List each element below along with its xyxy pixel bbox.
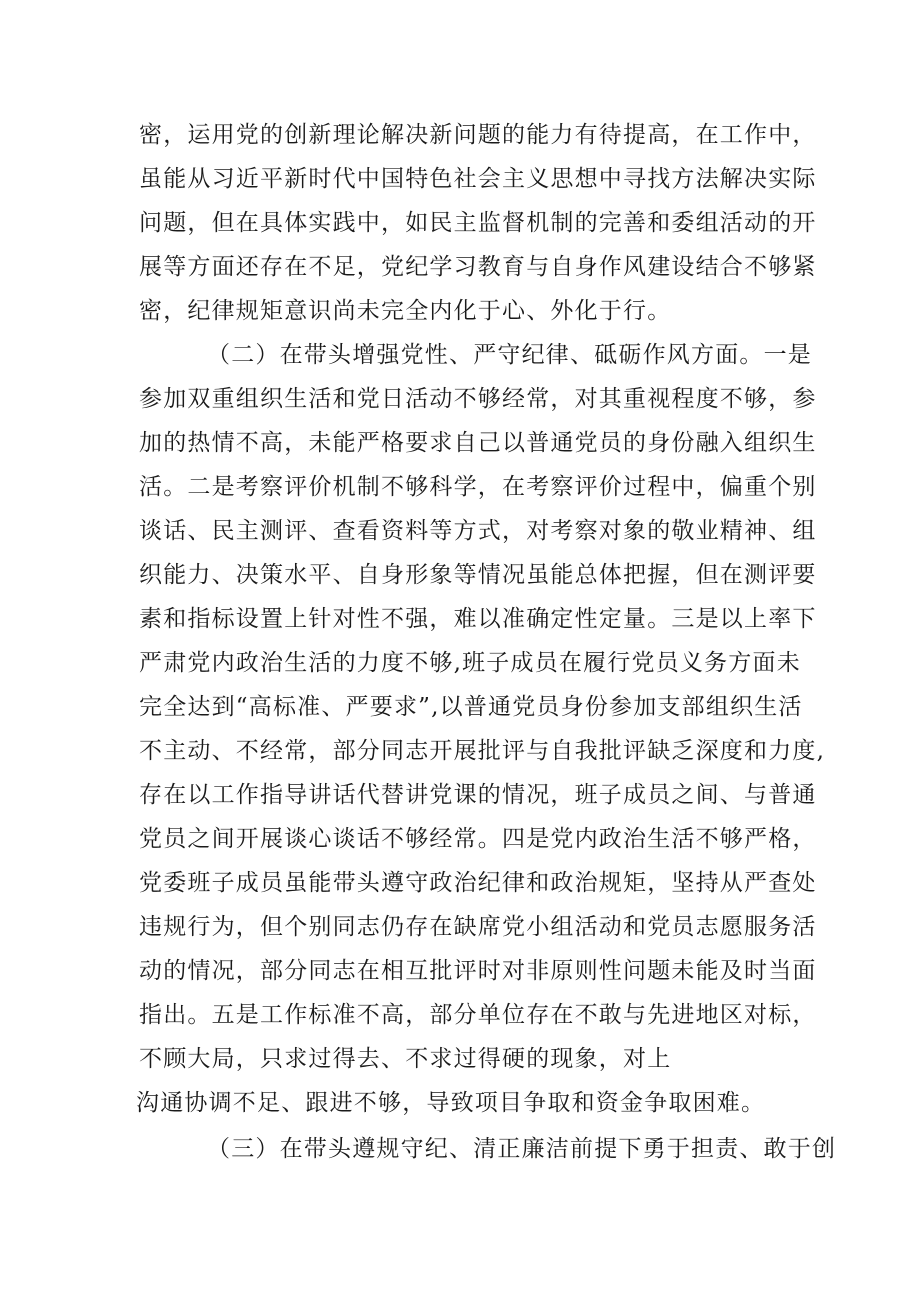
text-line: 指出。五是工作标准不高，部分单位存在不敢与先进地区对标， <box>139 1002 817 1028</box>
text-line: 展等方面还存在不足，党纪学习教育与自身作风建设结合不够紧 <box>139 254 817 280</box>
text-line: 违规行为，但个别同志仍存在缺席党小组活动和党员志愿服务活 <box>139 914 817 940</box>
text-line: 沟通协调不足、跟进不够，导致项目争取和资金争取困难。 <box>136 1090 766 1116</box>
text-line: 严肃党内政治生活的力度不够,班子成员在履行党员义务方面未 <box>139 650 801 676</box>
text-line: 党员之间开展谈心谈话不够经常。四是党内政治生活不够严格， <box>139 826 817 852</box>
text-line: 动的情况，部分同志在相互批评时对非原则性问题未能及时当面 <box>139 958 817 984</box>
text-line: 参加双重组织生活和党日活动不够经常，对其重视程度不够，参 <box>139 386 817 412</box>
text-line: 加的热情不高，未能严格要求自己以普通党员的身份融入组织生 <box>139 430 817 456</box>
section-heading-3: （三）在带头遵规守纪、清正廉洁前提下勇于担责、敢于创 <box>207 1136 837 1162</box>
text-line: 织能力、决策水平、自身形象等情况虽能总体把握，但在测评要 <box>139 562 817 588</box>
text-line: 密，纪律规矩意识尚未完全内化于心、外化于行。 <box>139 298 672 324</box>
text-line: 问题，但在具体实践中，如民主监督机制的完善和委组活动的开 <box>139 210 817 236</box>
text-line: 存在以工作指导讲话代替讲党课的情况，班子成员之间、与普通 <box>139 782 817 808</box>
text-line: 不顾大局，只求过得去、不求过得硬的现象，对上 <box>139 1046 672 1072</box>
text-line: 完全达到“高标准、严要求”,以普通党员身份参加支部组织生活 <box>139 694 803 720</box>
text-line: 活。二是考察评价机制不够科学，在考察评价过程中，偏重个别 <box>139 474 817 500</box>
text-line: 虽能从习近平新时代中国特色社会主义思想中寻找方法解决实际 <box>139 166 817 192</box>
section-heading-2: （二）在带头增强党性、严守纪律、砥砺作风方面。一是 <box>207 342 812 368</box>
text-line: 党委班子成员虽能带头遵守政治纪律和政治规矩，坚持从严查处 <box>139 870 817 896</box>
text-line: 密，运用党的创新理论解决新问题的能力有待提高，在工作中， <box>139 122 817 148</box>
text-line: 不主动、不经常，部分同志开展批评与自我批评缺乏深度和力度, <box>139 738 826 764</box>
text-line: 谈话、民主测评、查看资料等方式，对考察对象的敬业精神、组 <box>139 518 817 544</box>
text-line: 素和指标设置上针对性不强，难以准确定性定量。三是以上率下 <box>139 606 817 632</box>
